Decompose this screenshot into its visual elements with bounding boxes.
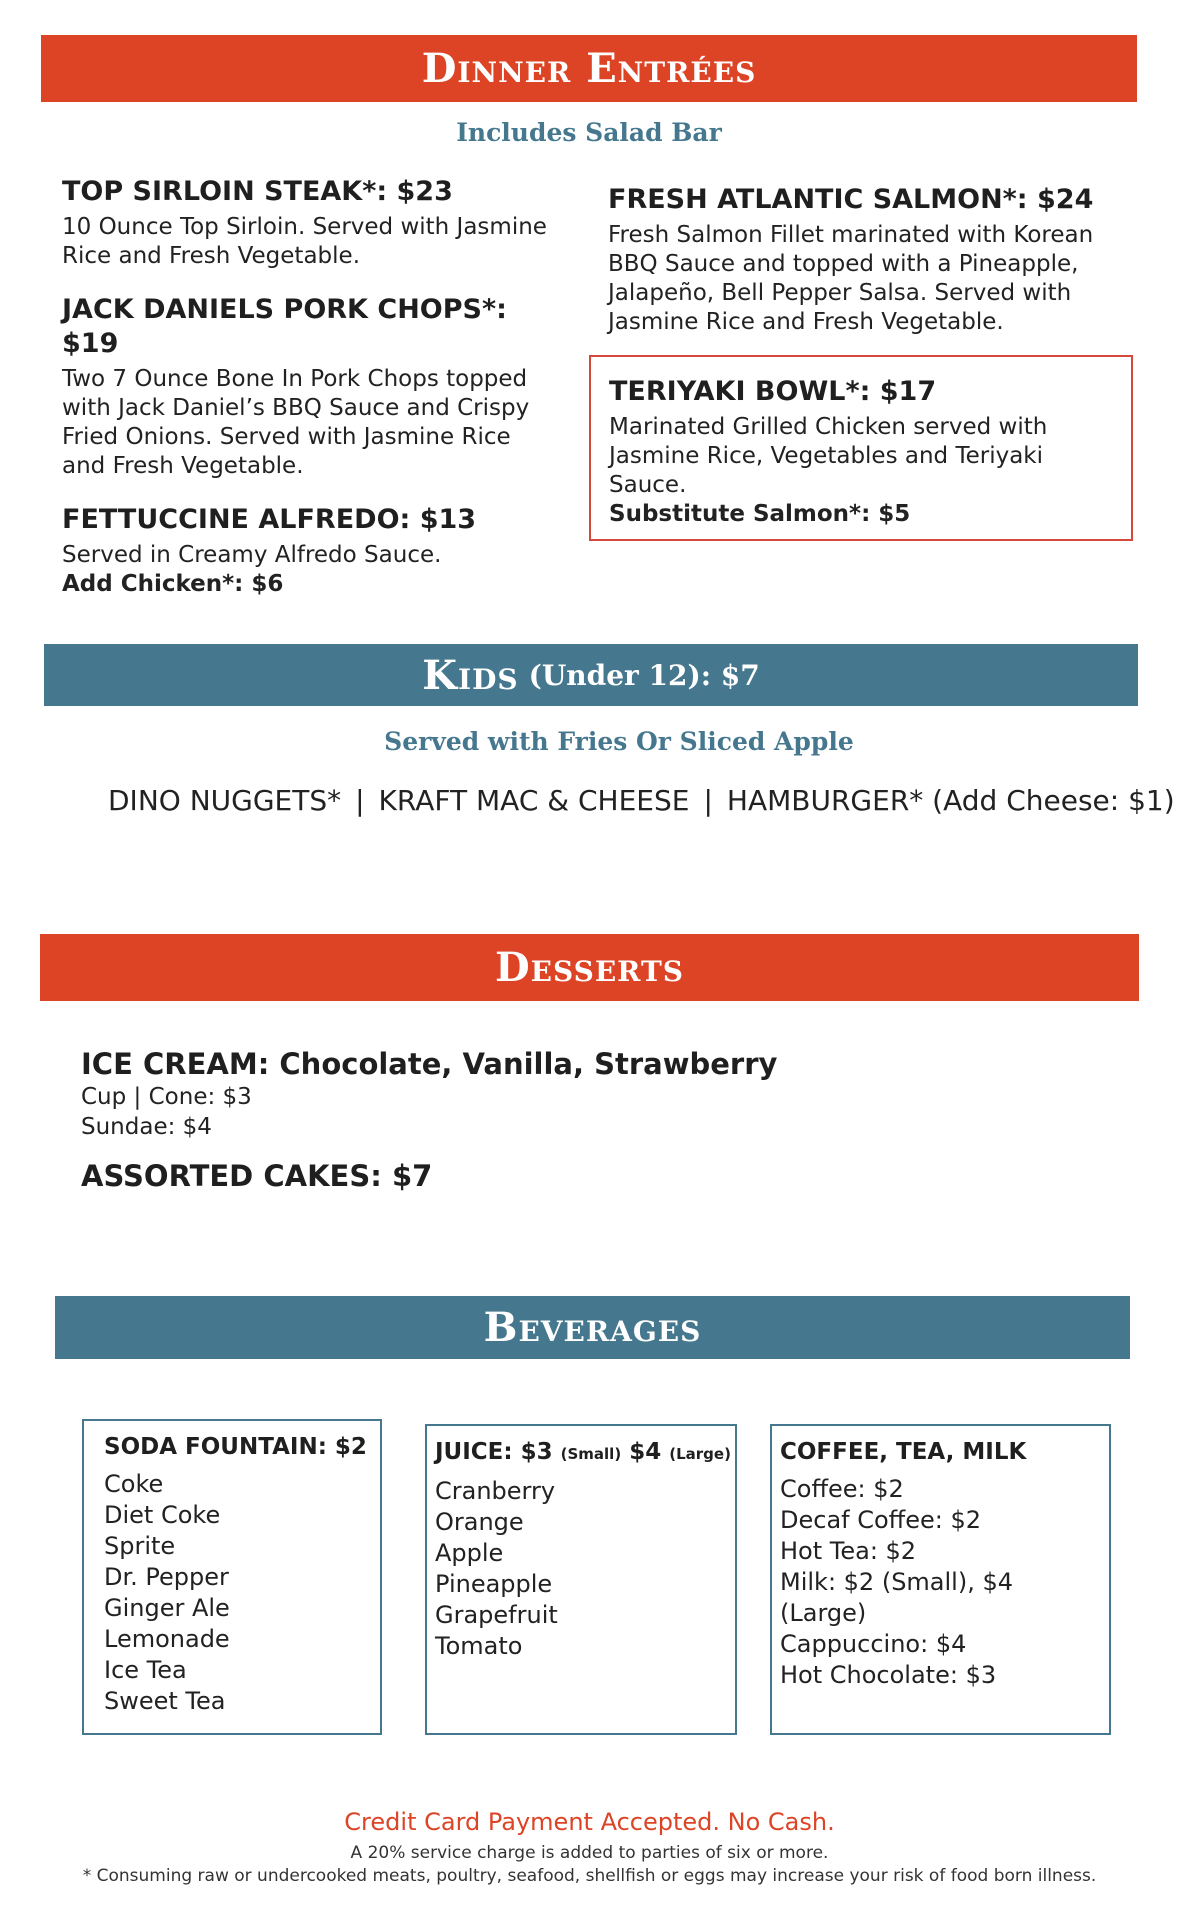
desserts-section (81, 1046, 881, 1194)
list-item: Milk: $2 (Small), $4 (Large) (780, 1568, 1014, 1627)
kids-subtitle: Served with Fries Or Sliced Apple (384, 727, 854, 756)
list-item: Tomato (435, 1632, 523, 1660)
kids-items-line (108, 784, 1175, 817)
list-item: Cranberry (435, 1477, 556, 1505)
food-safety-warning: * Consuming raw or undercooked meats, poultry, seafood, shellfish or eggs may increase your risk of food born illness. (82, 1866, 1097, 1886)
list-item: Hot Chocolate: $3 (780, 1661, 997, 1689)
kids-item-mac-cheese: KRAFT MAC & CHEESE (378, 784, 690, 817)
ice-cream-title: ICE CREAM: Chocolate, Vanilla, Strawberry (81, 1047, 778, 1081)
list-item: Lemonade (104, 1625, 230, 1653)
item-description: 10 Ounce Top Sirloin. Served with Jasmine Rice and Fresh Vegetable. (62, 214, 547, 269)
kids-item-nuggets: DINO NUGGETS* (108, 784, 342, 817)
menu-item-sirloin (62, 175, 598, 271)
desserts-banner (40, 934, 1139, 1001)
separator: | (355, 784, 365, 817)
item-description: Two 7 Ounce Bone In Pork Chops topped with Jack Daniel’s BBQ Sauce and Crispy Fried Onions. Served with Jasmine Rice and Fresh Vegetable. (62, 366, 530, 479)
payment-notice: Credit Card Payment Accepted. No Cash. (344, 1808, 835, 1836)
soda-fountain-title: SODA FOUNTAIN: $2 (104, 1434, 367, 1460)
item-title: JACK DANIELS PORK CHOPS*: $19 (62, 294, 507, 359)
kids-banner-title: Kids (422, 651, 519, 699)
dinner-left-column (62, 175, 598, 599)
list-item: Hot Tea: $2 (780, 1537, 917, 1565)
ice-cream-price-sundae: Sundae: $4 (81, 1114, 212, 1140)
item-description: Marinated Grilled Chicken served with Jasmine Rice, Vegetables and Teriyaki Sauce. (609, 414, 1048, 498)
item-addon: Substitute Salmon*: $5 (609, 501, 911, 527)
item-title: FRESH ATLANTIC SALMON*: $24 (608, 184, 1094, 215)
list-item: Cappuccino: $4 (780, 1630, 967, 1658)
item-description: Fresh Salmon Fillet marinated with Korean BBQ Sauce and topped with a Pineapple, Jalapeño, Bell Pepper Salsa. Served with Jasmine Rice and Fresh Vegetable. (608, 222, 1094, 335)
list-item: Dr. Pepper (104, 1563, 229, 1591)
juice-list (435, 1476, 727, 1662)
menu-item-fettuccine (62, 503, 598, 599)
coffee-list (780, 1474, 1101, 1691)
juice-price-large: $4 (629, 1439, 662, 1465)
list-item: Ginger Ale (104, 1594, 230, 1622)
list-item: Decaf Coffee: $2 (780, 1506, 981, 1534)
item-title: FETTUCCINE ALFREDO: $13 (62, 504, 477, 535)
soda-fountain-box (82, 1419, 382, 1735)
list-item: Grapefruit (435, 1601, 558, 1629)
beverages-banner-title: Beverages (483, 1304, 702, 1351)
list-item: Apple (435, 1539, 504, 1567)
item-title: TOP SIRLOIN STEAK*: $23 (62, 176, 453, 207)
juice-price-small: JUICE: $3 (435, 1439, 553, 1465)
soda-list (104, 1469, 360, 1717)
beverages-banner (55, 1296, 1130, 1359)
item-addon: Add Chicken*: $6 (62, 571, 284, 597)
dinner-banner-title: Dinner Entrées (421, 45, 757, 92)
list-item: Sweet Tea (104, 1687, 226, 1715)
list-item: Orange (435, 1508, 524, 1536)
desserts-banner-title: Desserts (494, 944, 685, 991)
juice-title (435, 1436, 731, 1470)
juice-box (425, 1424, 737, 1735)
list-item: Sprite (104, 1532, 176, 1560)
kids-banner-suffix: (Under 12): $7 (528, 658, 760, 692)
cakes-title: ASSORTED CAKES: $7 (81, 1159, 433, 1193)
ice-cream-price-cup-cone: Cup | Cone: $3 (81, 1084, 252, 1110)
item-title: TERIYAKI BOWL*: $17 (609, 376, 937, 407)
menu-item-pork-chops (62, 293, 532, 481)
juice-small-label: (Small) (560, 1445, 622, 1463)
list-item: Ice Tea (104, 1656, 187, 1684)
dinner-subtitle: Includes Salad Bar (456, 118, 722, 147)
juice-large-label: (Large) (669, 1445, 731, 1463)
list-item: Coke (104, 1470, 164, 1498)
list-item: Diet Coke (104, 1501, 221, 1529)
service-charge-notice: A 20% service charge is added to parties of six or more. (350, 1843, 829, 1863)
list-item: Pineapple (435, 1570, 553, 1598)
menu-item-salmon (608, 183, 1108, 337)
kids-banner (44, 644, 1138, 706)
coffee-tea-milk-box (770, 1424, 1111, 1735)
item-description: Served in Creamy Alfredo Sauce. (62, 542, 442, 568)
dinner-banner (41, 35, 1137, 102)
kids-item-hamburger: HAMBURGER* (Add Cheese: $1) (726, 784, 1175, 817)
separator: | (703, 784, 713, 817)
list-item: Coffee: $2 (780, 1475, 904, 1503)
coffee-tea-milk-title: COFFEE, TEA, MILK (780, 1439, 1027, 1465)
menu-item-teriyaki-box (589, 355, 1133, 541)
